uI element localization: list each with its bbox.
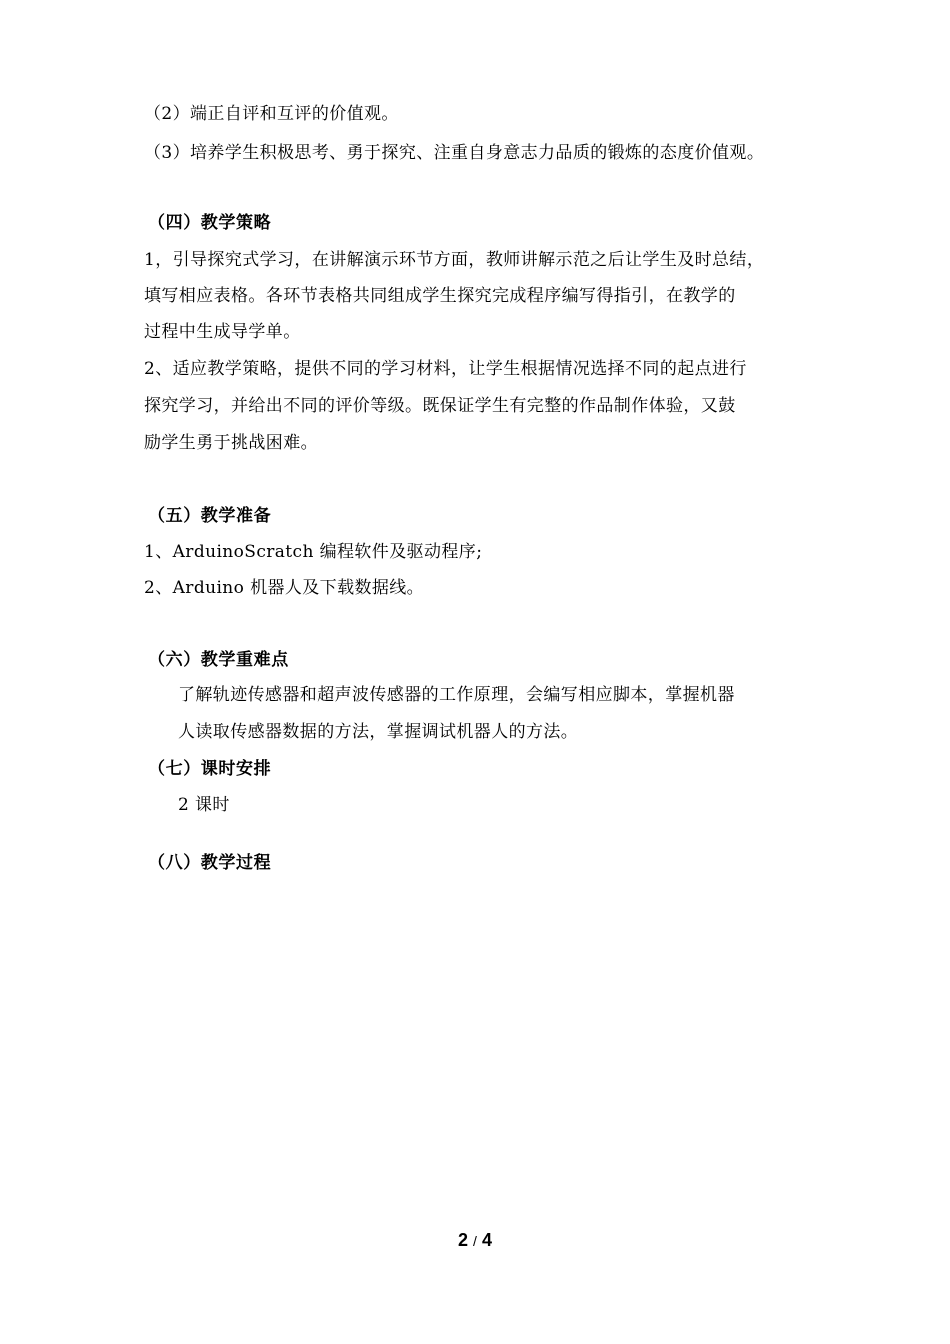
section-heading-preparation: （五）教学准备 <box>148 506 272 526</box>
key-points-line-2: 人读取传感器数据的方法，掌握调试机器人的方法。 <box>178 722 579 742</box>
page-number <box>0 1229 950 1252</box>
section-heading-process: （八）教学过程 <box>148 853 272 873</box>
strategy-p2-line-3: 励学生勇于挑战困难。 <box>144 433 318 453</box>
preparation-item-2: 2、Arduino 机器人及下载数据线。 <box>144 578 425 598</box>
schedule-text: 2 课时 <box>178 795 230 815</box>
page-total: 4 <box>481 1230 492 1250</box>
strategy-p1-line-1: 1，引导探究式学习，在讲解演示环节方面，教师讲解示范之后让学生及时总结， <box>144 250 765 270</box>
page-separator: / <box>473 1233 477 1249</box>
strategy-p1-line-2: 填写相应表格。各环节表格共同组成学生探究完成程序编写得指引，在教学的 <box>144 286 736 306</box>
values-item-3: （3）培养学生积极思考、勇于探究、注重自身意志力品质的锻炼的态度价值观。 <box>144 143 765 163</box>
values-item-2: （2）端正自评和互评的价值观。 <box>144 104 399 124</box>
strategy-p2-line-1: 2、适应教学策略，提供不同的学习材料，让学生根据情况选择不同的起点进行 <box>144 359 747 379</box>
section-heading-key-points: （六）教学重难点 <box>148 650 289 670</box>
preparation-item-1: 1、ArduinoScratch 编程软件及驱动程序; <box>144 542 483 562</box>
strategy-p2-line-2: 探究学习，并给出不同的评价等级。既保证学生有完整的作品制作体验，又鼓 <box>144 396 736 416</box>
page-current: 2 <box>458 1230 469 1250</box>
key-points-line-1: 了解轨迹传感器和超声波传感器的工作原理，会编写相应脚本，掌握机器 <box>178 685 735 705</box>
section-heading-schedule: （七）课时安排 <box>148 759 272 779</box>
strategy-p1-line-3: 过程中生成导学单。 <box>144 322 301 342</box>
section-heading-strategy: （四）教学策略 <box>148 213 272 233</box>
